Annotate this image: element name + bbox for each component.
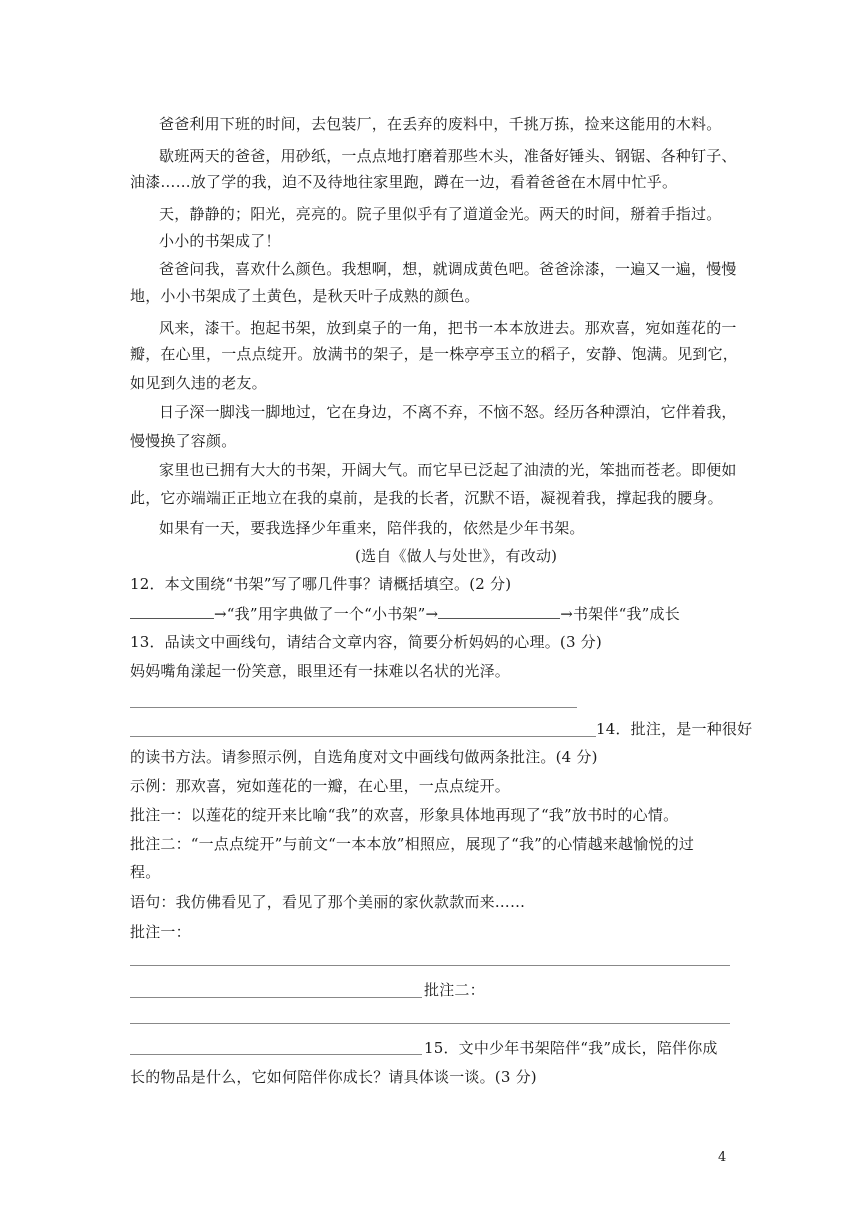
answer-line[interactable] bbox=[130, 736, 596, 737]
passage-line: 天，静静的；阳光，亮亮的。院子里似乎有了道道金光。两天的时间，掰着手指过。 bbox=[159, 205, 722, 223]
question-14-example-note-1: 批注一：以莲花的绽开来比喻“我”的欢喜，形象具体地再现了“我”放书时的心情。 bbox=[130, 806, 679, 824]
annotation-1-label: 批注一： bbox=[130, 923, 191, 941]
passage-line: 慢慢换了容颜。 bbox=[130, 432, 237, 450]
answer-line[interactable] bbox=[130, 965, 730, 966]
passage-line: 小小的书架成了！ bbox=[159, 232, 281, 250]
passage-line: 歇班两天的爸爸，用砂纸，一点点地打磨着那些木头，准备好锤头、钢锯、各种钉子、 bbox=[159, 147, 737, 165]
answer-blank[interactable] bbox=[130, 603, 214, 619]
passage-line: 爸爸问我，喜欢什么颜色。我想啊，想，就调成黄色吧。爸爸涂漆，一遍又一遍，慢慢 bbox=[159, 260, 737, 278]
question-14-stem: 的读书方法。请参照示例，自选角度对文中画线句做两条批注。(4 分) bbox=[130, 748, 598, 766]
passage-line: 风来，漆干。抱起书架，放到桌子的一角，把书一本本放进去。那欢喜，宛如莲花的一 bbox=[159, 319, 737, 337]
passage-line: 日子深一脚浅一脚地过，它在身边，不离不弃，不恼不怒。经历各种漂泊，它伴着我， bbox=[159, 403, 737, 421]
passage-line: 爸爸利用下班的时间，去包装厂，在丢弃的废料中，千挑万拣，捡来这能用的木料。 bbox=[159, 115, 722, 133]
answer-blank[interactable] bbox=[438, 603, 560, 619]
passage-line: 家里也已拥有大大的书架，开阔大气。而它早已泛起了油渍的光，笨拙而苍老。即便如 bbox=[159, 461, 737, 479]
source-citation: (选自《做人与处世》，有改动) bbox=[355, 547, 558, 565]
question-14-example-note-2: 批注二：“一点点绽开”与前文“一本本放”相照应，展现了“我”的心情越来越愉悦的过 bbox=[130, 835, 695, 853]
passage-line: 如果有一天，要我选择少年重来，陪伴我的，依然是少年书架。 bbox=[159, 519, 585, 537]
question-12-end: →书架伴“我”成长 bbox=[560, 605, 680, 623]
question-15-stem: 长的物品是什么，它如何陪伴你成长？请具体谈一谈。(3 分) bbox=[130, 1068, 537, 1086]
page-number: 4 bbox=[718, 1150, 727, 1165]
answer-line[interactable] bbox=[130, 1023, 730, 1024]
question-14-example: 示例：那欢喜，宛如莲花的一瓣，在心里，一点点绽开。 bbox=[130, 777, 511, 795]
answer-line[interactable] bbox=[130, 997, 422, 998]
passage-line: 此，它亦端端正正地立在我的桌前，是我的长者，沉默不语，凝视着我，撑起我的腰身。 bbox=[130, 489, 723, 507]
question-12-stem: 12．本文围绕“书架”写了哪几件事？请概括填空。(2 分) bbox=[130, 575, 512, 593]
question-13-sentence: 妈妈嘴角漾起一份笑意，眼里还有一抹难以名状的光泽。 bbox=[130, 662, 511, 680]
passage-line: 油漆……放了学的我，迫不及待地往家里跑，蹲在一边，看着爸爸在木屑中忙乎。 bbox=[130, 173, 678, 191]
question-12-fill bbox=[130, 603, 730, 624]
question-14-sentence: 语句：我仿佛看见了，看见了那个美丽的家伙款款而来…… bbox=[130, 893, 526, 911]
question-14-stem-start: 14．批注，是一种很好 bbox=[596, 720, 753, 738]
annotation-2-label: 批注二： bbox=[424, 981, 485, 999]
answer-line[interactable] bbox=[130, 707, 577, 708]
passage-line: 地，小小书架成了土黄色，是秋天叶子成熟的颜色。 bbox=[130, 287, 480, 305]
question-13-stem: 13．品读文中画线句，请结合文章内容，简要分析妈妈的心理。(3 分) bbox=[130, 633, 602, 651]
question-15-stem-start: 15．文中少年书架陪伴“我”成长，陪伴你成 bbox=[424, 1039, 718, 1057]
question-12-middle: →“我”用字典做了一个“小书架”→ bbox=[214, 605, 439, 623]
passage-line: 瓣，在心里，一点点绽开。放满书的架子，是一株亭亭玉立的稻子，安静、饱满。见到它， bbox=[130, 345, 739, 363]
passage-line: 如见到久违的老友。 bbox=[130, 374, 267, 392]
answer-line[interactable] bbox=[130, 1054, 422, 1055]
question-14-example-note-2-end: 程。 bbox=[130, 863, 161, 881]
